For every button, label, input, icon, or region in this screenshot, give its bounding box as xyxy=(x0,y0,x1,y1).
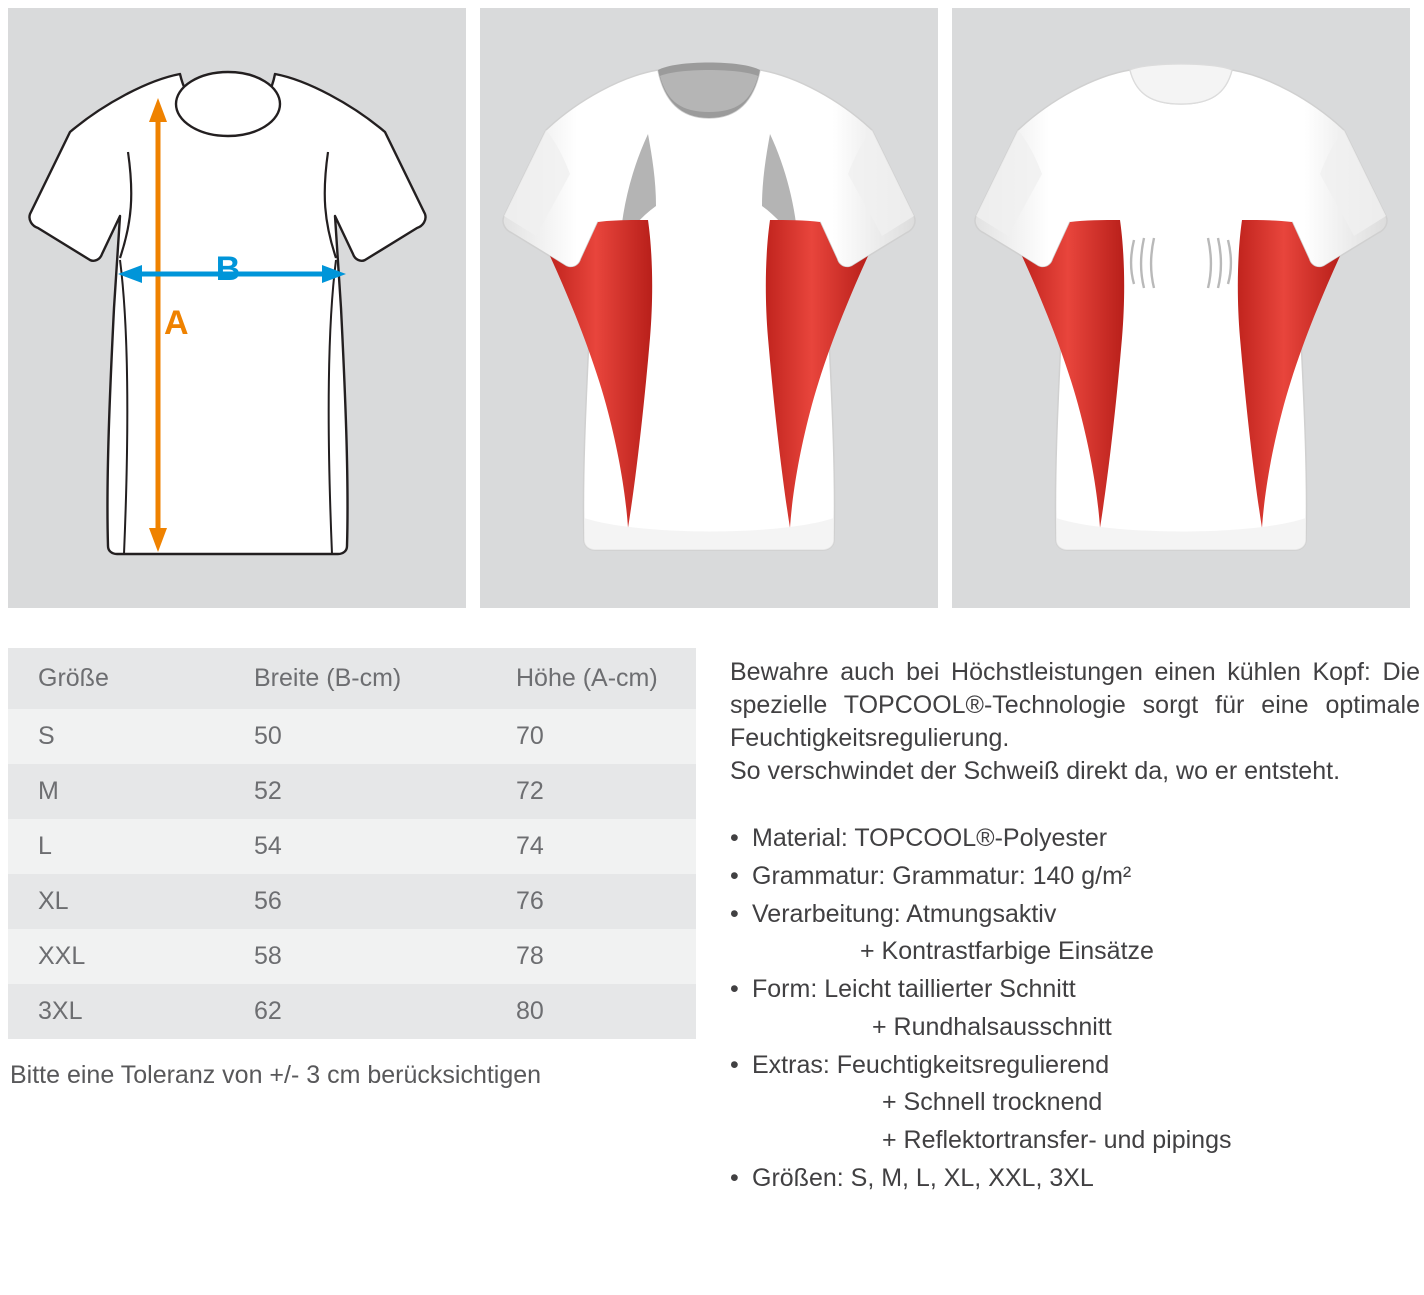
cell-width: 58 xyxy=(254,942,282,970)
shirt-body-back xyxy=(975,70,1387,550)
shirt-back-svg xyxy=(952,8,1410,608)
feature-text: + Schnell trocknend xyxy=(882,1088,1103,1117)
measurement-diagram-svg xyxy=(8,8,466,608)
bullet-icon: • xyxy=(730,975,739,1003)
measurement-diagram-panel xyxy=(8,8,466,608)
size-chart-column xyxy=(8,648,708,1200)
collar-outline xyxy=(176,72,280,136)
bullet-icon: • xyxy=(730,899,739,928)
feature-text: + Rundhalsausschnitt xyxy=(872,1012,1112,1041)
feature-text: + Reflektortransfer- und pipings xyxy=(882,1126,1232,1154)
shirt-back-panel xyxy=(952,8,1410,608)
intro-text xyxy=(730,656,1420,788)
cell-height: 78 xyxy=(516,942,544,970)
feature-item xyxy=(730,1124,1420,1158)
bullet-icon: • xyxy=(730,1163,739,1192)
cell-height: 72 xyxy=(516,777,544,805)
cell-size: XXL xyxy=(38,942,86,970)
details-section xyxy=(0,608,1424,1200)
cell-width: 56 xyxy=(254,887,282,915)
table-header-width: Breite (B-cm) xyxy=(224,648,486,709)
size-table xyxy=(8,648,696,1039)
cell-size: M xyxy=(38,777,59,805)
product-image-row xyxy=(0,0,1424,608)
feature-item xyxy=(730,822,1420,856)
feature-item xyxy=(730,898,1420,932)
table-row xyxy=(8,929,696,984)
cell-height: 76 xyxy=(516,887,544,915)
table-row xyxy=(8,874,696,929)
description-column xyxy=(708,648,1420,1200)
intro-paragraph-1: Bewahre auch bei Höchstleistungen einen kühlen Kopf: Die spezielle TOPCOOL®-Technologie sorgt für eine optimale Feuchtigkeitsregulierung. xyxy=(730,658,1420,752)
table-header-row xyxy=(8,648,696,709)
feature-list xyxy=(730,822,1420,1196)
intro-paragraph-2: So verschwindet der Schweiß direkt da, wo er entsteht. xyxy=(730,757,1341,785)
table-row xyxy=(8,709,696,764)
feature-item xyxy=(730,935,1420,969)
tolerance-note: Bitte eine Toleranz von +/- 3 cm berücksichtigen xyxy=(10,1061,542,1089)
bullet-icon: • xyxy=(730,824,739,852)
table-row xyxy=(8,819,696,874)
feature-text: Verarbeitung: Atmungsaktiv xyxy=(752,899,1057,928)
table-row xyxy=(8,764,696,819)
cell-size: L xyxy=(38,832,52,860)
cell-height: 70 xyxy=(516,722,544,750)
width-label: B xyxy=(215,250,241,288)
feature-item xyxy=(730,1011,1420,1045)
feature-text: + Kontrastfarbige Einsätze xyxy=(860,937,1154,966)
cell-height: 74 xyxy=(516,832,544,860)
cell-size: XL xyxy=(38,887,69,915)
cell-width: 54 xyxy=(254,832,282,860)
shirt-body-front xyxy=(503,70,915,550)
cell-height: 80 xyxy=(516,997,544,1025)
feature-item xyxy=(730,1162,1420,1196)
feature-item xyxy=(730,973,1420,1007)
feature-text: Extras: Feuchtigkeitsregulierend xyxy=(752,1050,1110,1079)
cell-size: S xyxy=(38,722,55,750)
height-label: A xyxy=(164,304,189,342)
bullet-icon: • xyxy=(730,861,739,890)
table-header-size: Größe xyxy=(8,648,224,709)
table-header-height: Höhe (A-cm) xyxy=(486,648,696,709)
feature-item xyxy=(730,860,1420,894)
shirt-front-panel xyxy=(480,8,938,608)
bullet-icon: • xyxy=(730,1050,739,1079)
cell-width: 62 xyxy=(254,997,282,1025)
table-row xyxy=(8,984,696,1039)
feature-text: Größen: S, M, L, XL, XXL, 3XL xyxy=(752,1163,1094,1192)
cell-size: 3XL xyxy=(38,997,83,1025)
feature-item xyxy=(730,1049,1420,1083)
shirt-outline xyxy=(29,74,425,554)
feature-text: Form: Leicht taillierter Schnitt xyxy=(752,975,1076,1003)
cell-width: 50 xyxy=(254,722,282,750)
feature-text: Material: TOPCOOL®-Polyester xyxy=(752,824,1108,852)
shirt-front-svg xyxy=(480,8,938,608)
feature-item xyxy=(730,1086,1420,1120)
feature-text: Grammatur: Grammatur: 140 g/m² xyxy=(752,861,1132,890)
cell-width: 52 xyxy=(254,777,282,805)
